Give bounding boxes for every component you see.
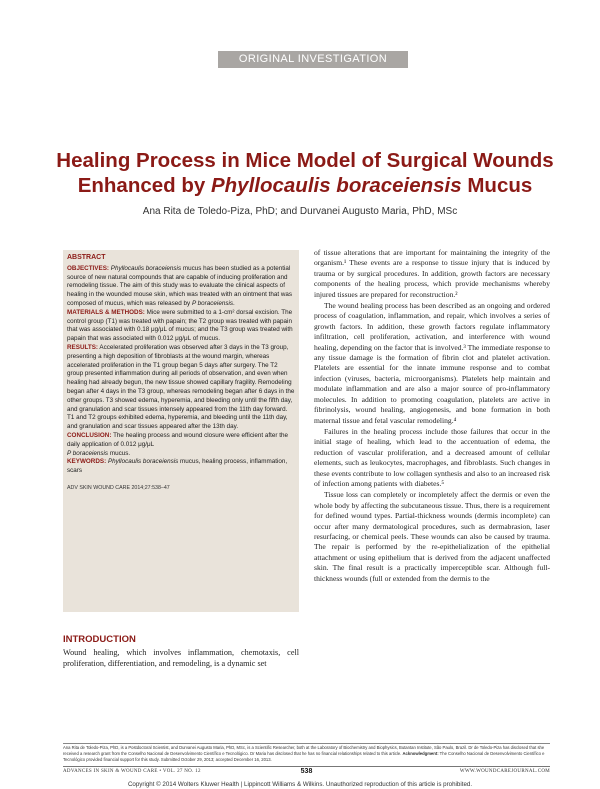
introduction-heading: INTRODUCTION	[63, 634, 136, 645]
author-footnote	[63, 745, 550, 763]
acknowledgment-label: Acknowledgment:	[402, 751, 439, 756]
body-paragraph: Tissue loss can completely or incompletely affect the dermis or even the whole body by affecting the subcutaneous tissue. Thus, there is a requirement for defined wound types. Partial-thickness wounds (dermis incomplete) can occur after many dermatological procedures, such as dermabrasion, laser resurfacing, or chemical peels. These wounds can also be caused by trauma. The repair is performed by the re-epithelialization of the epithelial attachment or using epithelium that is derived from the adjacent unaffected skin. The final result is a practically imperceptible scar. Although full-thickness wounds (full or extended from the dermis to the	[314, 490, 550, 583]
body-paragraph: The wound healing process has been described as an ongoing and ordered process of coagulation, inflammation, and repair, which involves a series of growth factors. In addition, these growth factors regulate inflammatory infiltration, cell proliferation, activation, and interference with wound healing, depending on the factor that is involved.³ The immediate response to any tissue damage is the formation of fibrin clot and platelet activation. Platelets are essential for the innate immune response and to combat infection (viruses, bacteria, microorganisms). Platelets help maintain and modulate inflammation and are also a major source of pro-inflammatory molecules. In addition to promoting coagulation, platelets are active in fibrinolysis, wound healing, angiogenesis, and bone formation in both maternal tissue and fetal vascular remodeling.⁴	[314, 301, 550, 425]
objectives-label: OBJECTIVES:	[67, 264, 109, 272]
page-number: 538	[300, 768, 313, 775]
conclusion-label: CONCLUSION:	[67, 431, 112, 439]
conclusion-species: P boraceiensis	[67, 449, 109, 457]
title-line-2-suffix: Mucus	[461, 174, 533, 197]
title-species: Phyllocaulis boraceiensis	[210, 174, 462, 197]
methods-label: MATERIALS & METHODS:	[67, 308, 145, 316]
introduction-text: Wound healing, which involves inflammation, chemotaxis, cell proliferation, differentiation, and remodeling, is a dynamic set	[63, 648, 299, 669]
keywords-text: mucus, healing process, inflammation, scars	[67, 458, 288, 475]
copyright-notice: Copyright © 2014 Wolters Kluwer Health | Lippincott Williams & Wilkins. Unauthorized reproduction of this article is prohibited.	[127, 781, 473, 788]
journal-footer	[63, 769, 550, 777]
journal-url: WWW.WOUNDCAREJOURNAL.COM	[459, 769, 550, 774]
abstract-box	[63, 250, 299, 612]
title-line-1: Healing Process in Mice Model of Surgical Wounds	[56, 149, 554, 172]
keywords-species: Phyllocaulis boraceiensis	[107, 458, 179, 466]
objectives-text: mucus has been studied as a potential source of new natural compounds that are capable of inducing proliferation and remodeling tissue. The aim of this study was to evaluate the clinical aspects of healing in the wounded mouse skin, which was treated with an ointment that was composed of mucus, which was released by	[67, 264, 293, 307]
objectives-species: Phyllocaulis boraceiensis	[110, 264, 182, 272]
results-label: RESULTS:	[67, 343, 99, 351]
objectives-end: .	[233, 299, 235, 307]
title-line-2-prefix: Enhanced by	[77, 174, 211, 197]
section-tag: ORIGINAL INVESTIGATION	[218, 51, 408, 68]
right-column	[314, 248, 550, 585]
journal-footer-divider	[63, 766, 550, 767]
abstract-methods	[67, 309, 295, 344]
acknowledgment-text: The Conselho Nacional de Desenvolvimento Científico e Tecnológico provided financial support for this study. Submitted October 29, 2013; accepted December 16, 2013.	[63, 751, 545, 762]
abstract-keywords	[67, 458, 295, 476]
body-paragraph: of tissue alterations that are important for maintaining the integrity of the organism.¹ These events are a response to tissue injury that is induced by trauma or by surgical procedures. In addition, growth factors are necessary components of the healing process, which provide mechanisms whereby injured tissues are prepared for reconstruction.²	[314, 248, 550, 299]
article-title	[40, 148, 570, 198]
footnote-text: Ana Rita de Toledo-Piza, PhD, is a Postdoctoral Scientist, and Durvanei Augusto Maria, PhD, MSc, is a Scientific Researcher, both at the Laboratory of Biochemistry and Biophysics, Butantan Institute, São Paulo, Brazil. Dr de Toledo-Piza has disclosed that she received a research grant from the Conselho Nacional de Desenvolvimento Científico e Tecnológico. Dr Maria has disclosed that he has no financial relationships related to this article.	[63, 745, 545, 756]
journal-name: ADVANCES IN SKIN & WOUND CARE • VOL. 27 NO. 12	[63, 769, 201, 774]
results-text: Accelerated proliferation was observed after 3 days in the T3 group, presenting a high deposition of fibroblasts at the wound margin, whereas accelerated proliferation in the T1 group began 5 days after surgery. The T2 group presented inflammation during all periods of observation, and even when healing had already begun, the new tissue showed capillary fragility. Remodeling began after 4 days in the T3 group, whereas remodeling began after 6 days in the other groups. T3 showed edema, hyperemia, and bleeding only until the fifth day, and granulation and scar tissues intensely appeared from the 11th day forward. T1 and T2 groups exhibited edema, hyperemia, and bleeding until the 11th day, and granulation and scar tissues appeared after the 13th day.	[67, 343, 295, 431]
conclusion-text: The healing process and wound closure were efficient after the daily application of 0.012 μg/μL	[67, 431, 288, 448]
conclusion-end: mucus.	[108, 449, 131, 457]
abstract-conclusion	[67, 432, 295, 458]
abstract-results	[67, 344, 295, 432]
abstract-objectives	[67, 265, 295, 309]
authors: Ana Rita de Toledo-Piza, PhD; and Durvanei Augusto Maria, PhD, MSc	[142, 206, 458, 217]
keywords-label: KEYWORDS:	[67, 458, 107, 466]
objectives-species-end: P boraceiensis	[191, 299, 234, 307]
methods-text: Mice were submitted to a 1-cm² dorsal excision. The control group (T1) was treated with papain; the T2 group was treated with papain that was associated with 0.18 μg/μL of mucus; and the T3 group was treated with papain that was associated with 0.012 μg/μL of mucus.	[67, 308, 293, 343]
footnote-divider	[63, 743, 550, 744]
body-paragraph: Failures in the healing process include those failures that occur in the initial stage of healing, which lead to the accentuation of edema, the reduction of vascular proliferation, and a decreased amount of cellular elements, such as leukocytes, macrophages, and fibroblasts. Such changes in these events contribute to low collagen synthesis and also to an increased risk of infection among patients with diabetes.⁵	[314, 426, 550, 488]
abstract-heading: ABSTRACT	[67, 254, 106, 261]
abstract-citation: ADV SKIN WOUND CARE 2014;27:538–47	[67, 484, 170, 491]
